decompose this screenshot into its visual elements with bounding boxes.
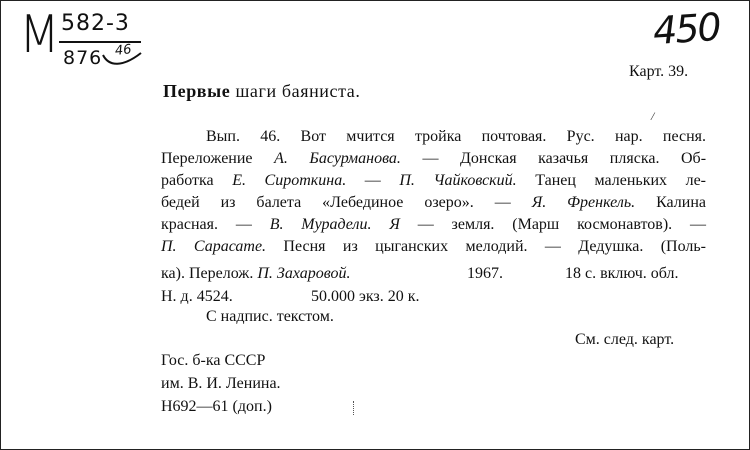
note: С надпис. текстом. [206,308,334,325]
shelfmark-sub: 46 [114,42,133,59]
body-line-2 [161,148,706,169]
title-bold: Первые [163,81,231,101]
body-text: работка [161,172,233,189]
author-name: Е. Сироткина. [232,172,347,189]
body-text: Калина [635,194,706,211]
body-line-6 [161,236,706,257]
body-text: Вып. 46. Вот мчится тройка почтовая. Рус. нар. песня. [206,128,706,145]
body-text: бедей из балета «Лебединое озеро». — [161,194,532,211]
body-line-7 [161,263,706,284]
year: 1967. [467,265,503,282]
shelfmark-bottom: 876 [63,47,103,69]
author-name: П. Захаровой. [257,265,351,282]
body-text: Танец маленьких ле- [516,172,707,189]
library-line-3: Н692—61 (доп.) [161,398,272,415]
title-rest: шаги баяниста. [230,81,361,101]
stray-mark [353,401,355,415]
body-text: красная. — [161,216,270,233]
body-text: — [346,172,400,189]
see-next-card: См. след. карт. [575,331,675,348]
body-line-3 [161,170,706,191]
body-text: Песня из цыганских мелодий. — Дедушка. (Поль- [266,238,707,255]
pagination: 18 с. включ. обл. [565,265,679,282]
card-number: Карт. 39. [629,63,689,80]
body-line-4 [161,192,706,213]
author-name: А. Басурманова. [274,150,401,167]
song-word: Я [389,216,400,233]
body-text: ка). Перелож. [161,265,258,282]
title [163,81,361,102]
body-text [372,216,390,233]
body-text: Переложение [161,150,275,167]
shelfmark-underline-stroke [101,49,147,69]
print-run-price: 50.000 экз. 20 к. [311,288,420,305]
author-name: В. Мурадели. [269,216,372,233]
body-text: — Донская казачья пляска. Об- [400,150,707,167]
body-line-5 [161,214,706,235]
plate-number: Н. д. 4524. [161,288,233,305]
body-line-8 [161,286,706,307]
body-text: — земля. (Марш космонавтов). — [399,216,707,233]
author-name: Я. Френкель. [531,194,636,211]
shelfmark-letter: M [19,5,60,65]
body-line-1 [206,126,706,147]
library-line-2: им. В. И. Ленина. [161,375,281,392]
shelfmark-top: 582-3 [61,11,130,36]
library-line-1: Гос. б-ка СССР [161,352,266,369]
author-name: П. Сарасате. [161,238,267,255]
author-name: П. Чайковский. [399,172,517,189]
handwritten-card-number: 450 [651,4,721,54]
pencil-mark: / [651,109,655,123]
